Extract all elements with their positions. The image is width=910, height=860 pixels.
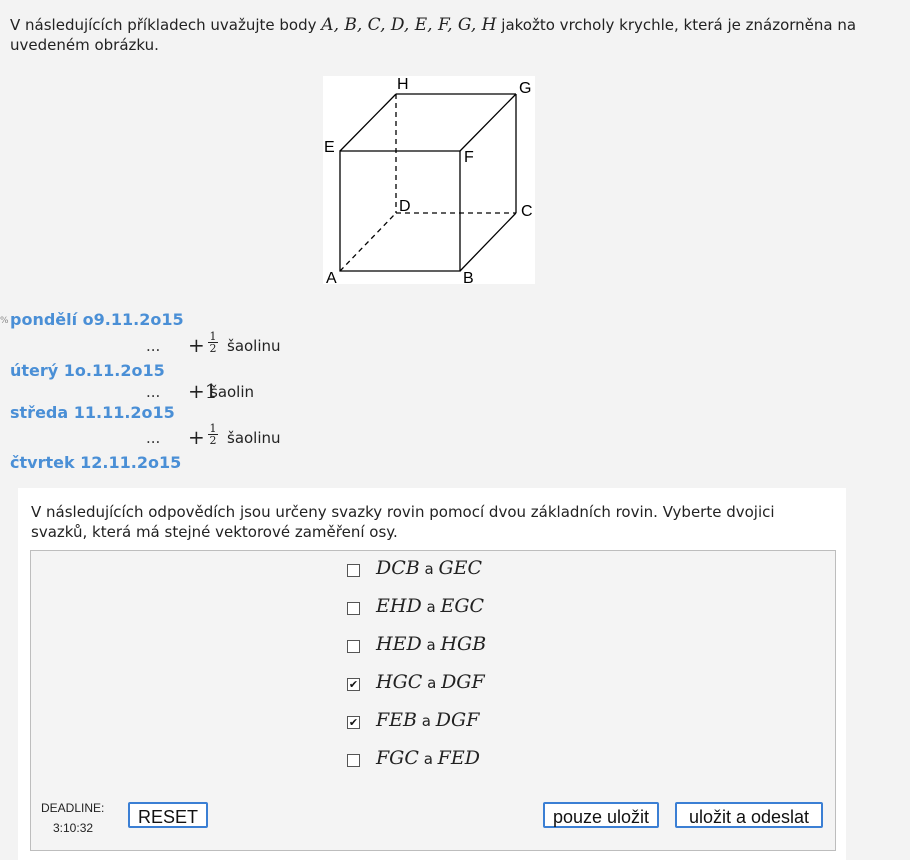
credit-unit: šaolinu bbox=[227, 429, 281, 447]
question-text: V následujících odpovědích jsou určeny svazky rovin pomocí dvou základních rovin. Vyberte dvojici svazků, která má stejné vektorové zaměření osy. bbox=[31, 503, 775, 541]
plane-right: HGB bbox=[440, 633, 487, 655]
answers-box bbox=[30, 550, 836, 851]
option-conj: a bbox=[426, 598, 436, 616]
plane-left: FGC bbox=[376, 747, 419, 769]
option-checkbox[interactable] bbox=[347, 640, 360, 653]
credit-row-3 bbox=[146, 422, 296, 451]
option-5[interactable] bbox=[31, 707, 835, 737]
frac-num: 1 bbox=[209, 422, 217, 435]
cube-label-b: B bbox=[463, 270, 474, 284]
credit-unit: šaolin bbox=[210, 383, 255, 401]
option-conj: a bbox=[421, 712, 431, 730]
credit-row-2 bbox=[146, 379, 296, 405]
credit-plus: + bbox=[188, 333, 205, 357]
option-conj: a bbox=[427, 674, 437, 692]
day-monday[interactable]: pondělí o9.11.2o15 bbox=[10, 310, 184, 329]
plane-right: GEC bbox=[438, 557, 483, 579]
reset-button[interactable]: RESET bbox=[128, 802, 208, 828]
option-label bbox=[376, 709, 479, 731]
plane-left: FEB bbox=[376, 709, 418, 731]
day-wednesday[interactable]: středa 11.11.2o15 bbox=[10, 403, 175, 422]
plane-left: HGC bbox=[376, 671, 423, 693]
cube-label-d: D bbox=[399, 198, 411, 215]
plane-left: HED bbox=[376, 633, 422, 655]
option-2[interactable] bbox=[31, 593, 835, 623]
plane-right: DGF bbox=[441, 671, 485, 693]
option-4[interactable] bbox=[31, 669, 835, 699]
credit-plus: +1 bbox=[188, 379, 218, 403]
plane-left: EHD bbox=[376, 595, 422, 617]
credit-row-1 bbox=[146, 330, 296, 359]
option-label bbox=[376, 671, 485, 693]
plane-right: FED bbox=[437, 747, 480, 769]
cube-edge-BC bbox=[460, 213, 516, 271]
option-label bbox=[376, 557, 482, 579]
deadline-timer: 3:10:32 bbox=[53, 821, 94, 835]
plane-right: DGF bbox=[435, 709, 480, 731]
percent-mark: % bbox=[0, 316, 9, 326]
frac-num: 1 bbox=[209, 330, 217, 343]
intro-after: jakožto vrcholy krychle, která je znázorněna na uvedeném obrázku. bbox=[10, 16, 857, 54]
plane-right: EGC bbox=[440, 595, 485, 617]
cube-edge-AD bbox=[340, 213, 396, 271]
plane-left: DCB bbox=[376, 557, 420, 579]
option-label bbox=[376, 595, 484, 617]
intro-text bbox=[10, 15, 890, 55]
cube-label-c: C bbox=[521, 203, 533, 220]
option-checkbox[interactable]: ✔ bbox=[348, 678, 359, 691]
question-panel bbox=[18, 488, 846, 860]
frac-den: 2 bbox=[209, 434, 217, 447]
option-checkbox[interactable] bbox=[347, 564, 360, 577]
cube-figure bbox=[323, 76, 535, 284]
credit-plus: + bbox=[188, 425, 205, 449]
intro-before: V následujících příkladech uvažujte body bbox=[10, 16, 317, 34]
option-label bbox=[376, 633, 486, 655]
deadline-label: DEADLINE: bbox=[41, 801, 105, 815]
frac-den: 2 bbox=[209, 342, 217, 355]
day-thursday[interactable]: čtvrtek 12.11.2o15 bbox=[10, 453, 182, 472]
cube-label-g: G bbox=[519, 80, 532, 97]
option-conj: a bbox=[424, 560, 434, 578]
credit-dots: ... bbox=[146, 429, 161, 447]
option-checkbox[interactable]: ✔ bbox=[348, 716, 359, 729]
credit-dots: ... bbox=[146, 337, 161, 355]
cube-label-e: E bbox=[324, 139, 335, 156]
cube-label-f: F bbox=[464, 149, 474, 166]
cube-label-a: A bbox=[326, 270, 337, 284]
option-3[interactable] bbox=[31, 631, 835, 661]
option-6[interactable] bbox=[31, 745, 835, 775]
cube-edge-EH bbox=[340, 94, 396, 151]
option-1[interactable] bbox=[31, 555, 835, 585]
option-checkbox[interactable] bbox=[347, 602, 360, 615]
option-checkbox[interactable] bbox=[347, 754, 360, 767]
cube-label-h: H bbox=[397, 76, 409, 93]
option-label bbox=[376, 747, 480, 769]
intro-points: A, B, C, D, E, F, G, H bbox=[321, 15, 497, 35]
save-and-submit-button[interactable]: uložit a odeslat bbox=[675, 802, 823, 828]
save-only-button[interactable]: pouze uložit bbox=[543, 802, 659, 828]
option-conj: a bbox=[423, 750, 433, 768]
option-conj: a bbox=[426, 636, 436, 654]
day-tuesday[interactable]: úterý 1o.11.2o15 bbox=[10, 361, 165, 380]
credit-unit: šaolinu bbox=[227, 337, 281, 355]
credit-fraction bbox=[208, 331, 218, 354]
credit-dots: ... bbox=[146, 383, 161, 401]
credit-fraction bbox=[208, 423, 218, 446]
cube-edge-FG bbox=[460, 94, 516, 151]
